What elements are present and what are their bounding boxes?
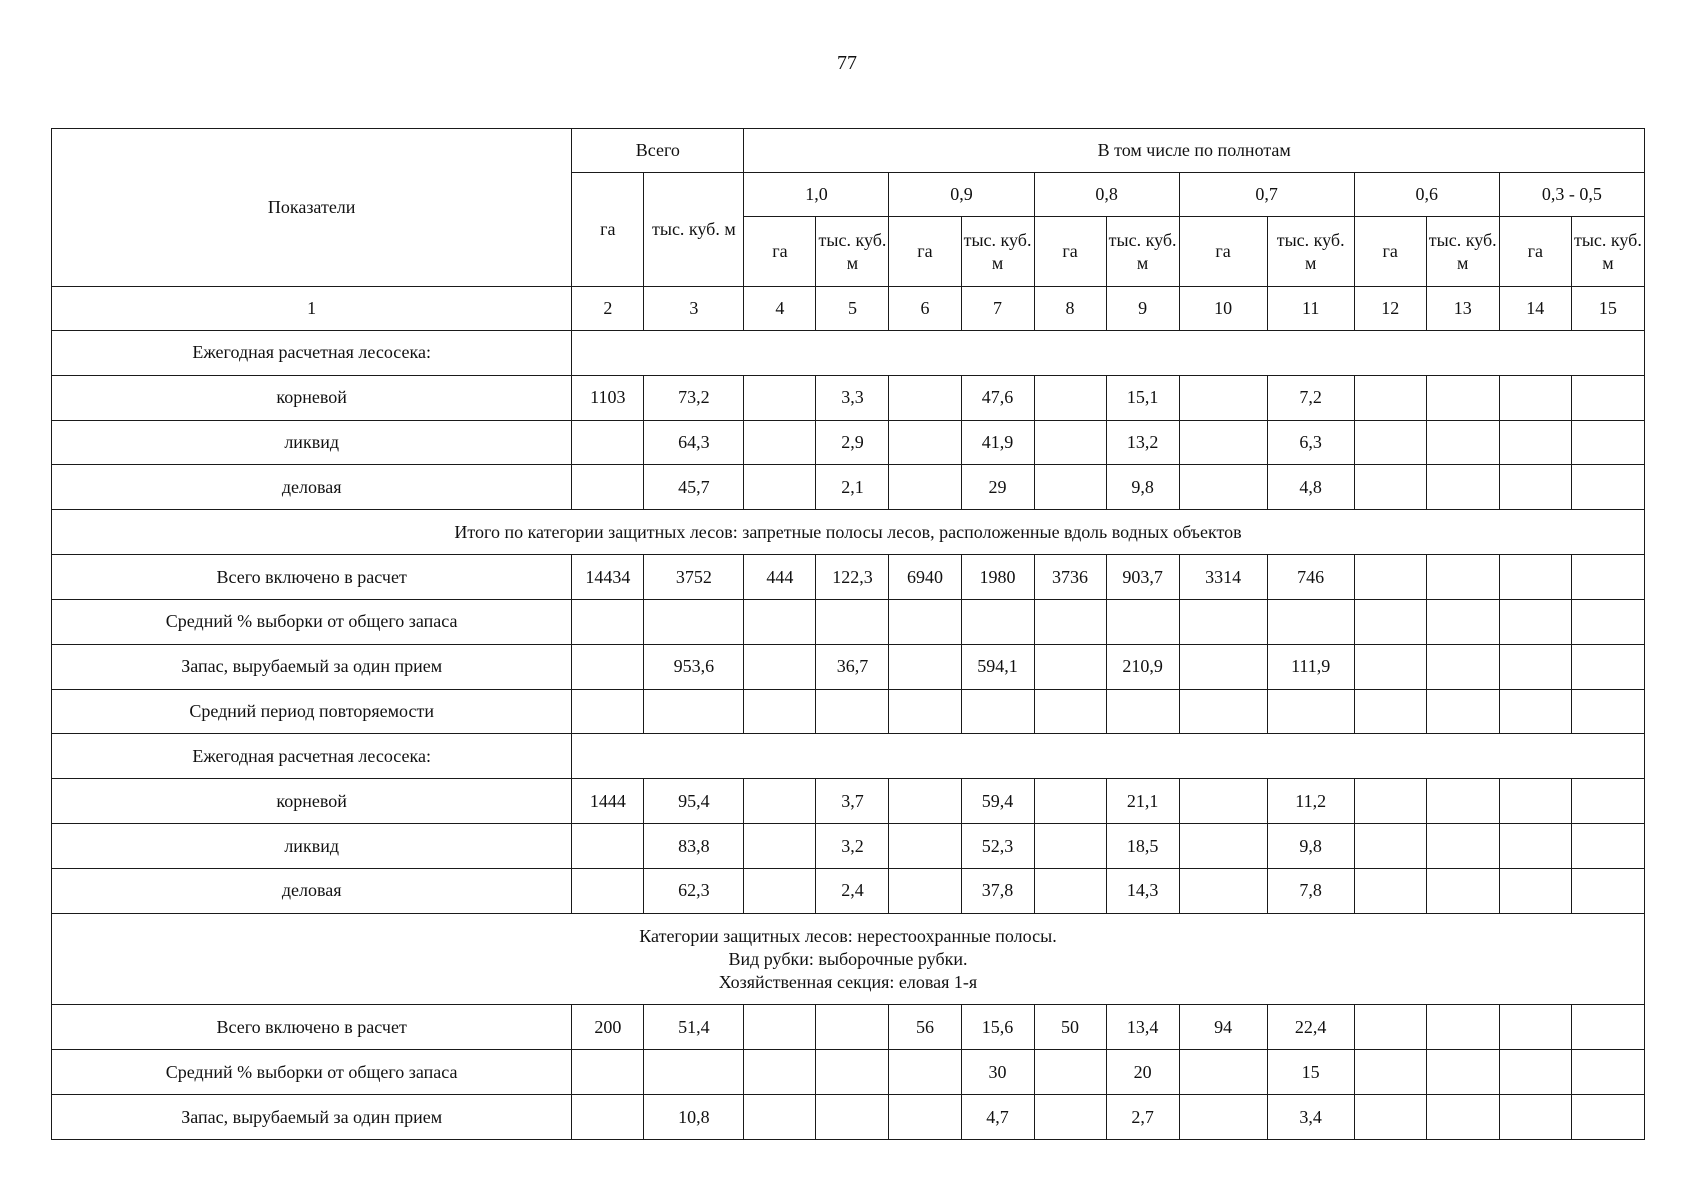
table-cell: [572, 868, 644, 913]
group-label-row: [52, 331, 1645, 376]
header-density: 0,3 - 0,5: [1499, 173, 1644, 217]
table-cell: [1034, 465, 1106, 510]
table-cell: [1499, 1095, 1571, 1140]
table-cell: 594,1: [961, 644, 1034, 689]
table-cell: [1426, 420, 1499, 465]
table-cell: 94: [1179, 1005, 1267, 1050]
header-density: 0,7: [1179, 173, 1354, 217]
table-cell: [744, 375, 816, 420]
column-number-row: [52, 287, 1645, 331]
column-number: 11: [1267, 287, 1354, 331]
column-number: 6: [889, 287, 961, 331]
table-cell: [1571, 689, 1644, 734]
table-cell: [572, 465, 644, 510]
row-label: ликвид: [52, 420, 572, 465]
table-cell: [1179, 644, 1267, 689]
table-cell: 59,4: [961, 779, 1034, 824]
table-cell: [1354, 824, 1426, 869]
forest-harvest-table: [51, 128, 1645, 1140]
table-cell: [1034, 689, 1106, 734]
table-cell: [816, 1095, 889, 1140]
table-cell: [1426, 1005, 1499, 1050]
table-cell: 45,7: [644, 465, 744, 510]
table-cell: [1426, 689, 1499, 734]
table-cell: [1499, 644, 1571, 689]
section-row: [52, 510, 1645, 555]
table-cell: [1179, 599, 1267, 644]
table-cell: 18,5: [1106, 824, 1179, 869]
table-row: [52, 824, 1645, 869]
table-cell: 1444: [572, 779, 644, 824]
table-cell: [1354, 779, 1426, 824]
table-cell: [1354, 599, 1426, 644]
table-row: [52, 868, 1645, 913]
table-cell: 15: [1267, 1050, 1354, 1095]
table-cell: [1179, 465, 1267, 510]
table-cell: [744, 689, 816, 734]
table-cell: [1354, 465, 1426, 510]
table-cell: [1034, 644, 1106, 689]
table-cell: 50: [1034, 1005, 1106, 1050]
table-cell: 73,2: [644, 375, 744, 420]
table-cell: [1426, 779, 1499, 824]
column-number: 14: [1499, 287, 1571, 331]
table-cell: 3,3: [816, 375, 889, 420]
row-label: корневой: [52, 375, 572, 420]
column-number: 4: [744, 287, 816, 331]
table-cell: 200: [572, 1005, 644, 1050]
table-cell: [572, 1050, 644, 1095]
table-cell: 4,8: [1267, 465, 1354, 510]
table-cell: [1499, 868, 1571, 913]
table-cell: [1106, 689, 1179, 734]
table-cell: [1499, 1050, 1571, 1095]
table-cell: [1571, 644, 1644, 689]
table-cell: [744, 1005, 816, 1050]
row-label: Средний % выборки от общего запаса: [52, 599, 572, 644]
column-number: 12: [1354, 287, 1426, 331]
table-cell: [1571, 465, 1644, 510]
header-volume: тыс. куб. м: [1267, 217, 1354, 287]
row-label: ликвид: [52, 824, 572, 869]
empty-span-cell: [572, 331, 1645, 376]
table-cell: 15,6: [961, 1005, 1034, 1050]
header-density: 0,6: [1354, 173, 1499, 217]
table-cell: 210,9: [1106, 644, 1179, 689]
table-cell: 21,1: [1106, 779, 1179, 824]
table-cell: [1354, 375, 1426, 420]
column-number: 8: [1034, 287, 1106, 331]
table-cell: [1571, 420, 1644, 465]
table-cell: [572, 599, 644, 644]
table-cell: [1499, 420, 1571, 465]
table-cell: 6940: [889, 555, 961, 600]
table-cell: 6,3: [1267, 420, 1354, 465]
table-cell: [1426, 868, 1499, 913]
table-cell: 2,7: [1106, 1095, 1179, 1140]
table-cell: 51,4: [644, 1005, 744, 1050]
table-cell: [1354, 689, 1426, 734]
table-cell: [889, 599, 961, 644]
table-cell: [1034, 1050, 1106, 1095]
table-cell: 3,2: [816, 824, 889, 869]
table-cell: 1980: [961, 555, 1034, 600]
table-cell: [816, 1005, 889, 1050]
table-cell: [1499, 599, 1571, 644]
table-cell: [1267, 599, 1354, 644]
table-cell: 13,2: [1106, 420, 1179, 465]
row-label: Ежегодная расчетная лесосека:: [52, 734, 572, 779]
table-cell: [1499, 375, 1571, 420]
table-cell: [889, 1050, 961, 1095]
table-cell: [816, 1050, 889, 1095]
section-title: Итого по категории защитных лесов: запретные полосы лесов, расположенные вдоль водных объектов: [52, 510, 1645, 555]
table-cell: [744, 599, 816, 644]
table-cell: [1426, 824, 1499, 869]
table-cell: [889, 689, 961, 734]
table-cell: [889, 779, 961, 824]
table-cell: 903,7: [1106, 555, 1179, 600]
table-cell: 11,2: [1267, 779, 1354, 824]
table-cell: 444: [744, 555, 816, 600]
table-cell: [744, 868, 816, 913]
table-cell: [1499, 555, 1571, 600]
table-cell: [1034, 375, 1106, 420]
table-cell: [1179, 779, 1267, 824]
table-cell: [1571, 375, 1644, 420]
table-cell: [1426, 555, 1499, 600]
table-cell: [644, 689, 744, 734]
table-cell: 37,8: [961, 868, 1034, 913]
table-cell: 9,8: [1106, 465, 1179, 510]
table-row: [52, 599, 1645, 644]
table-cell: 9,8: [1267, 824, 1354, 869]
table-cell: [644, 1050, 744, 1095]
table-cell: 2,9: [816, 420, 889, 465]
column-number: 7: [961, 287, 1034, 331]
header-total-ha: га: [572, 173, 644, 287]
table-cell: 30: [961, 1050, 1034, 1095]
table-cell: [1179, 824, 1267, 869]
table-cell: 29: [961, 465, 1034, 510]
column-number: 13: [1426, 287, 1499, 331]
row-label: Ежегодная расчетная лесосека:: [52, 331, 572, 376]
table-cell: [816, 689, 889, 734]
header-ha: га: [744, 217, 816, 287]
table-cell: [744, 1095, 816, 1140]
table-cell: [1499, 689, 1571, 734]
table-cell: [1179, 375, 1267, 420]
table-cell: [1179, 1095, 1267, 1140]
table-row: [52, 420, 1645, 465]
table-cell: [889, 420, 961, 465]
table-cell: 746: [1267, 555, 1354, 600]
table-cell: 3,7: [816, 779, 889, 824]
table-cell: 4,7: [961, 1095, 1034, 1140]
table-cell: [572, 644, 644, 689]
table-cell: [1499, 1005, 1571, 1050]
table-cell: [572, 420, 644, 465]
table-row: [52, 465, 1645, 510]
table-cell: [1571, 1005, 1644, 1050]
table-cell: 3752: [644, 555, 744, 600]
table-cell: 15,1: [1106, 375, 1179, 420]
row-label: деловая: [52, 868, 572, 913]
table-cell: [816, 599, 889, 644]
table-cell: [1571, 868, 1644, 913]
table-cell: 1103: [572, 375, 644, 420]
row-label: Всего включено в расчет: [52, 1005, 572, 1050]
table-cell: 22,4: [1267, 1005, 1354, 1050]
column-number: 2: [572, 287, 644, 331]
table-cell: [572, 1095, 644, 1140]
table-cell: [1426, 1095, 1499, 1140]
table-cell: [1106, 599, 1179, 644]
table-cell: 3314: [1179, 555, 1267, 600]
header-volume: тыс. куб. м: [816, 217, 889, 287]
section-title: Категории защитных лесов: нерестоохранные полосы. Вид рубки: выборочные рубки. Хозяйственная секция: еловая 1-я: [52, 913, 1645, 1005]
header-volume: тыс. куб. м: [1571, 217, 1644, 287]
header-density: 1,0: [744, 173, 889, 217]
header-ha: га: [1179, 217, 1267, 287]
column-number: 3: [644, 287, 744, 331]
header-volume: тыс. куб. м: [1106, 217, 1179, 287]
table-cell: [1354, 1095, 1426, 1140]
header-total-volume: тыс. куб. м: [644, 173, 744, 287]
table-cell: 20: [1106, 1050, 1179, 1095]
table-cell: [1034, 868, 1106, 913]
table-cell: 41,9: [961, 420, 1034, 465]
table-cell: 56: [889, 1005, 961, 1050]
table-row: [52, 644, 1645, 689]
header-indicators: Показатели: [52, 129, 572, 287]
table-cell: 122,3: [816, 555, 889, 600]
table-cell: 7,2: [1267, 375, 1354, 420]
table-cell: [1354, 1050, 1426, 1095]
table-cell: 14,3: [1106, 868, 1179, 913]
header-density: 0,9: [889, 173, 1034, 217]
row-label: Средний % выборки от общего запаса: [52, 1050, 572, 1095]
row-label: Запас, вырубаемый за один прием: [52, 1095, 572, 1140]
header-ha: га: [1034, 217, 1106, 287]
table-row: [52, 1005, 1645, 1050]
header-volume: тыс. куб. м: [961, 217, 1034, 287]
table-cell: 62,3: [644, 868, 744, 913]
table-cell: [1354, 1005, 1426, 1050]
table-cell: [889, 868, 961, 913]
table-cell: [1354, 868, 1426, 913]
table-cell: [1179, 1050, 1267, 1095]
table-cell: 10,8: [644, 1095, 744, 1140]
table-cell: [1034, 1095, 1106, 1140]
group-label-row: [52, 734, 1645, 779]
table-cell: [1354, 420, 1426, 465]
table-cell: [1571, 824, 1644, 869]
empty-span-cell: [572, 734, 1645, 779]
table-cell: [1499, 824, 1571, 869]
table-cell: 953,6: [644, 644, 744, 689]
table-cell: 2,4: [816, 868, 889, 913]
table-cell: [889, 465, 961, 510]
table-cell: [1499, 465, 1571, 510]
table-cell: [744, 779, 816, 824]
table-row: [52, 555, 1645, 600]
table-cell: [1034, 779, 1106, 824]
header-ha: га: [1499, 217, 1571, 287]
table-cell: [1179, 689, 1267, 734]
table-cell: 36,7: [816, 644, 889, 689]
table-cell: 64,3: [644, 420, 744, 465]
table-cell: 14434: [572, 555, 644, 600]
table-body: [52, 331, 1645, 1140]
table-cell: [1426, 1050, 1499, 1095]
table-cell: [644, 599, 744, 644]
table-row: [52, 779, 1645, 824]
table-cell: [1354, 644, 1426, 689]
table-cell: 3736: [1034, 555, 1106, 600]
table-cell: [744, 1050, 816, 1095]
table-cell: [1571, 1050, 1644, 1095]
table-cell: [572, 689, 644, 734]
table-cell: [1179, 420, 1267, 465]
table-row: [52, 1095, 1645, 1140]
row-label: корневой: [52, 779, 572, 824]
table-row: [52, 375, 1645, 420]
table-cell: [889, 375, 961, 420]
column-number: 15: [1571, 287, 1644, 331]
header-ha: га: [1354, 217, 1426, 287]
table-cell: [744, 644, 816, 689]
row-label: Всего включено в расчет: [52, 555, 572, 600]
column-number: 5: [816, 287, 889, 331]
table-cell: [961, 689, 1034, 734]
table-cell: [1571, 599, 1644, 644]
table-cell: 2,1: [816, 465, 889, 510]
header-total: Всего: [572, 129, 744, 173]
table-cell: [889, 1095, 961, 1140]
row-label: Средний период повторяемости: [52, 689, 572, 734]
header-ha: га: [889, 217, 961, 287]
table-cell: 47,6: [961, 375, 1034, 420]
table-cell: [1354, 555, 1426, 600]
table-cell: 3,4: [1267, 1095, 1354, 1140]
column-number: 9: [1106, 287, 1179, 331]
column-number: 10: [1179, 287, 1267, 331]
header-volume: тыс. куб. м: [1426, 217, 1499, 287]
column-number: 1: [52, 287, 572, 331]
table-cell: 111,9: [1267, 644, 1354, 689]
table-cell: [1426, 599, 1499, 644]
table-cell: 13,4: [1106, 1005, 1179, 1050]
table-cell: [744, 420, 816, 465]
table-cell: [1034, 599, 1106, 644]
table-cell: 7,8: [1267, 868, 1354, 913]
table-cell: [889, 824, 961, 869]
table-cell: [1267, 689, 1354, 734]
table-cell: [1571, 555, 1644, 600]
table-cell: [744, 824, 816, 869]
table-cell: 95,4: [644, 779, 744, 824]
table-cell: [1571, 779, 1644, 824]
table-cell: [1426, 644, 1499, 689]
table-cell: [1571, 1095, 1644, 1140]
table-row: [52, 689, 1645, 734]
table-cell: [961, 599, 1034, 644]
table-cell: [1034, 420, 1106, 465]
table-cell: [744, 465, 816, 510]
table-row: [52, 1050, 1645, 1095]
table-cell: 83,8: [644, 824, 744, 869]
table-cell: [1179, 868, 1267, 913]
table-cell: [1426, 375, 1499, 420]
header-density: 0,8: [1034, 173, 1179, 217]
page-number: 77: [837, 52, 857, 74]
row-label: деловая: [52, 465, 572, 510]
table-cell: 52,3: [961, 824, 1034, 869]
section-row: [52, 913, 1645, 1005]
table-cell: [1499, 779, 1571, 824]
table-cell: [1426, 465, 1499, 510]
table-cell: [572, 824, 644, 869]
table-cell: [889, 644, 961, 689]
table-cell: [1034, 824, 1106, 869]
row-label: Запас, вырубаемый за один прием: [52, 644, 572, 689]
header-by-density: В том числе по полнотам: [744, 129, 1645, 173]
